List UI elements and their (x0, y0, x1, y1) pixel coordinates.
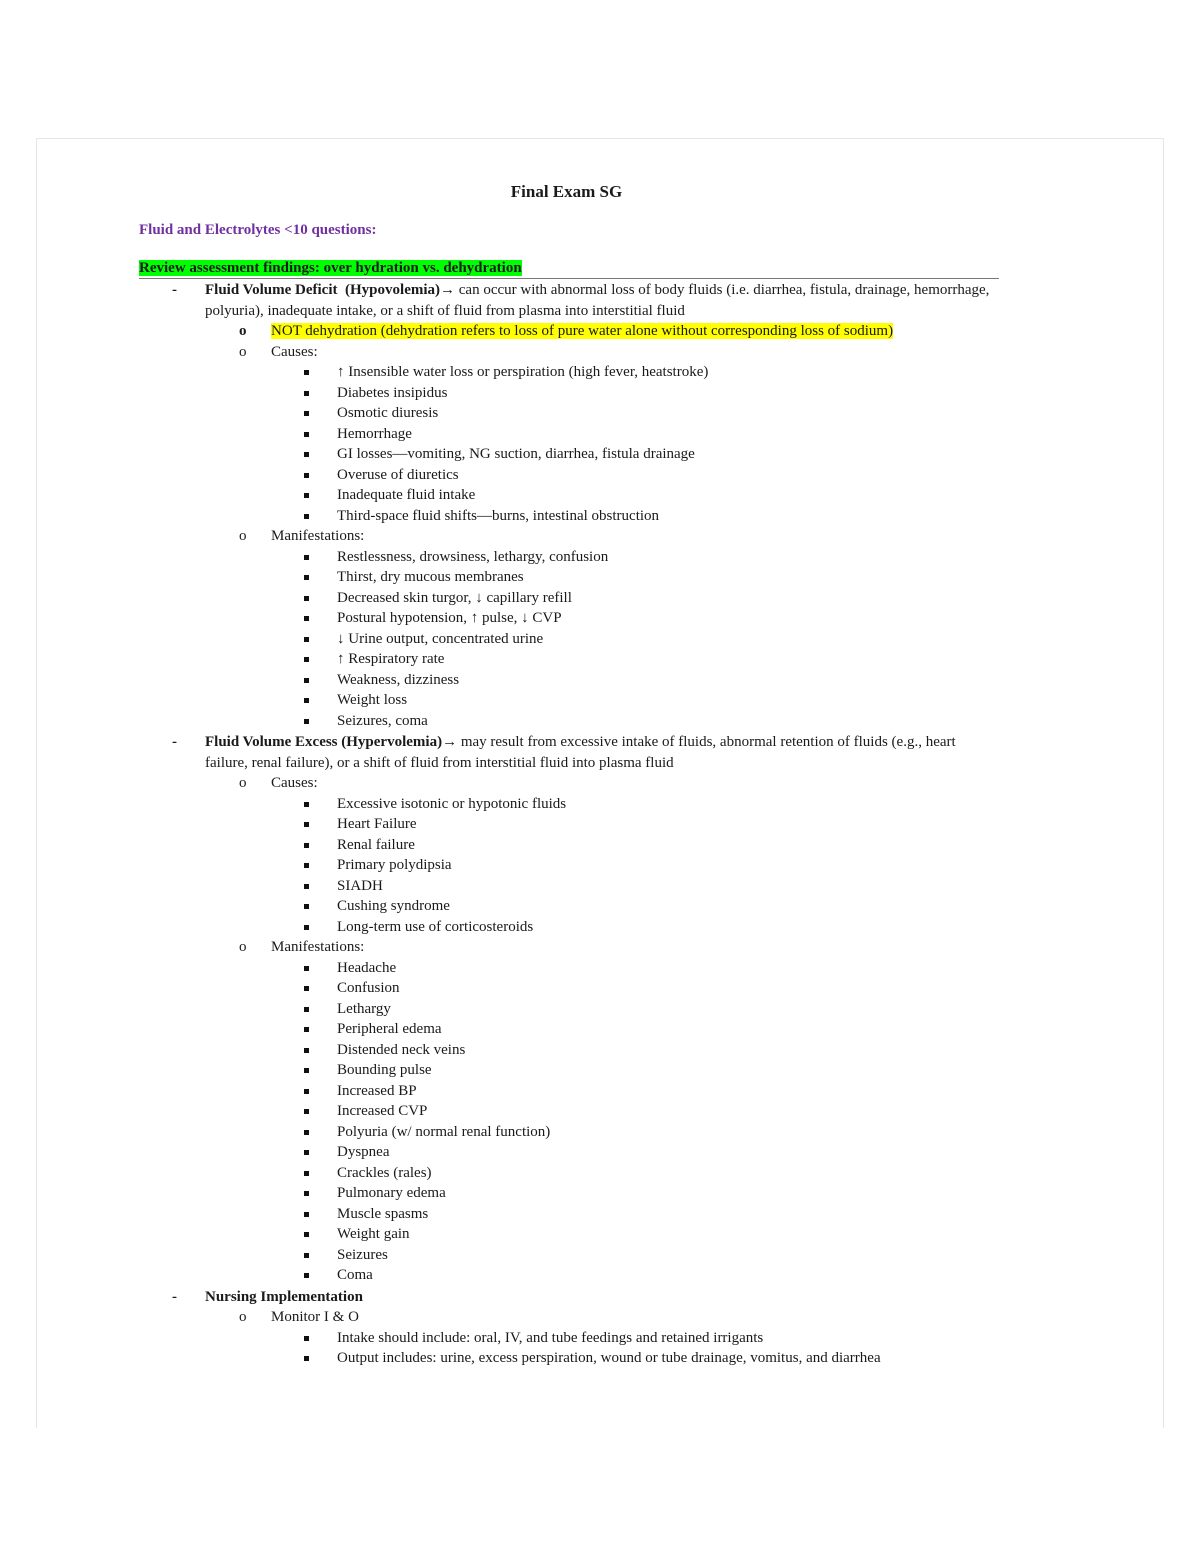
list-item-text: Third-space fluid shifts—burns, intestinal obstruction (337, 507, 660, 524)
list-item-text: Thirst, dry mucous membranes (337, 569, 524, 585)
review-heading (139, 258, 999, 279)
square-bullet-icon (304, 822, 309, 827)
square-bullet-icon (304, 966, 309, 971)
excess-manifestations-list (139, 958, 999, 1286)
list-item (139, 855, 999, 876)
list-item (139, 1163, 999, 1184)
list-item-text: Distended neck veins (337, 1041, 466, 1058)
square-bullet-icon (304, 555, 309, 560)
square-bullet-icon (304, 1109, 309, 1114)
square-bullet-icon (304, 1253, 309, 1258)
list-item-text: Increased CVP (337, 1103, 428, 1119)
list-item-text: Weight gain (337, 1226, 410, 1242)
list-item (139, 978, 999, 999)
deficit-causes-list (139, 362, 999, 526)
excess-item (139, 732, 999, 773)
dash-marker: - (172, 734, 177, 750)
monitor-label (139, 1307, 999, 1328)
circle-marker: o (239, 528, 247, 544)
nursing-items-list (139, 1328, 999, 1369)
list-item-text: Confusion (337, 980, 400, 996)
square-bullet-icon (304, 1089, 309, 1094)
list-item-text: Restlessness, drowsiness, lethargy, confusion (337, 548, 609, 565)
square-bullet-icon (304, 473, 309, 478)
square-bullet-icon (304, 514, 309, 519)
list-item (139, 383, 999, 404)
list-item (139, 649, 999, 670)
deficit-causes-label (139, 342, 999, 363)
list-item-text: ↑ Insensible water loss or perspiration (high fever, heatstroke) (337, 364, 709, 380)
list-item (139, 403, 999, 424)
list-item-text: Increased BP (337, 1082, 417, 1099)
list-item (139, 876, 999, 897)
excess-causes-list (139, 794, 999, 938)
square-bullet-icon (304, 1048, 309, 1053)
square-bullet-icon (304, 1068, 309, 1073)
causes-label: Causes: (271, 343, 318, 360)
list-item-text: Diabetes insipidus (337, 384, 448, 401)
arrow-symbol: → (442, 734, 458, 750)
dash-marker: - (172, 282, 177, 298)
list-item-text: Hemorrhage (337, 425, 412, 442)
square-bullet-icon (304, 1130, 309, 1135)
square-bullet-icon (304, 1191, 309, 1196)
deficit-manifestations-list (139, 547, 999, 732)
circle-marker: o (239, 323, 247, 339)
square-bullet-icon (304, 432, 309, 437)
list-item (139, 567, 999, 588)
document-page (36, 138, 1164, 1428)
document-content (139, 180, 999, 1369)
square-bullet-icon (304, 863, 309, 868)
square-bullet-icon (304, 657, 309, 662)
list-item (139, 670, 999, 691)
list-item (139, 958, 999, 979)
square-bullet-icon (304, 1171, 309, 1176)
square-bullet-icon (304, 637, 309, 642)
monitor-label-text: Monitor I & O (271, 1309, 359, 1325)
circle-marker: o (239, 343, 247, 360)
list-item-text: Long-term use of corticosteroids (337, 918, 534, 935)
circle-marker: o (239, 775, 247, 791)
list-item-text: ↑ Respiratory rate (337, 651, 445, 667)
circle-marker: o (239, 939, 247, 955)
manifestations-label: Manifestations: (271, 939, 365, 955)
deficit-item (139, 280, 999, 321)
nursing-item (139, 1287, 999, 1308)
square-bullet-icon (304, 802, 309, 807)
list-item-text: Bounding pulse (337, 1062, 432, 1078)
deficit-heading2: (Hypovolemia) (345, 282, 441, 298)
list-item-text: Heart Failure (337, 816, 417, 832)
list-item (139, 362, 999, 383)
list-item (139, 485, 999, 506)
excess-heading: Fluid Volume Excess (Hypervolemia) (205, 734, 443, 750)
list-item-text: Seizures, coma (337, 712, 428, 729)
list-item (139, 1265, 999, 1286)
list-item (139, 465, 999, 486)
list-item-text: Peripheral edema (337, 1021, 442, 1037)
list-item-text: Dyspnea (337, 1144, 390, 1160)
review-heading-text: Review assessment findings: over hydration vs. dehydration (139, 260, 522, 276)
arrow-symbol: → (440, 282, 456, 298)
square-bullet-icon (304, 1150, 309, 1155)
list-item (139, 1040, 999, 1061)
page-title: Final Exam SG (510, 182, 623, 201)
square-bullet-icon (304, 411, 309, 416)
list-item (139, 835, 999, 856)
square-bullet-icon (304, 1212, 309, 1217)
list-item-text: Overuse of diuretics (337, 466, 459, 483)
list-item-text: SIADH (337, 877, 383, 894)
square-bullet-icon (304, 1027, 309, 1032)
list-item-text: Primary polydipsia (337, 857, 452, 873)
list-item-text: Cushing syndrome (337, 898, 450, 914)
list-item-text: Output includes: urine, excess perspiration, wound or tube drainage, vomitus, and diarrhea (337, 1350, 881, 1366)
list-item (139, 1204, 999, 1225)
list-item-text: GI losses—vomiting, NG suction, diarrhea, fistula drainage (337, 446, 695, 462)
list-item (139, 896, 999, 917)
list-item-text: Seizures (337, 1246, 388, 1263)
section-heading: Fluid and Electrolytes <10 questions: (139, 222, 377, 238)
list-item-text: Inadequate fluid intake (337, 487, 476, 503)
square-bullet-icon (304, 370, 309, 375)
circle-marker: o (239, 1309, 247, 1325)
excess-causes-label (139, 773, 999, 794)
list-item (139, 588, 999, 609)
square-bullet-icon (304, 925, 309, 930)
list-item-text: Weakness, dizziness (337, 671, 460, 688)
list-item-text: Coma (337, 1267, 373, 1283)
list-item (139, 690, 999, 711)
list-item-text: Pulmonary edema (337, 1185, 446, 1201)
list-item (139, 917, 999, 938)
list-item (139, 1245, 999, 1266)
square-bullet-icon (304, 986, 309, 991)
list-item-text: Excessive isotonic or hypotonic fluids (337, 795, 567, 812)
list-item-text: Renal failure (337, 836, 415, 853)
nursing-heading: Nursing Implementation (205, 1288, 363, 1305)
list-item-text: Muscle spasms (337, 1205, 429, 1222)
list-item (139, 1328, 999, 1349)
manifestations-label: Manifestations: (271, 528, 365, 544)
list-item (139, 1101, 999, 1122)
square-bullet-icon (304, 1007, 309, 1012)
list-item-text: Crackles (rales) (337, 1164, 432, 1181)
excess-manifestations-label (139, 937, 999, 958)
list-item-text: Headache (337, 959, 397, 976)
list-item (139, 1348, 999, 1369)
list-item (139, 794, 999, 815)
list-item-text: ↓ Urine output, concentrated urine (337, 630, 544, 647)
list-item (139, 424, 999, 445)
deficit-manifestations-label (139, 526, 999, 547)
square-bullet-icon (304, 575, 309, 580)
square-bullet-icon (304, 1336, 309, 1341)
list-item (139, 1019, 999, 1040)
list-item (139, 1142, 999, 1163)
list-item-text: Decreased skin turgor, ↓ capillary refill (337, 589, 572, 606)
list-item (139, 506, 999, 527)
square-bullet-icon (304, 391, 309, 396)
list-item (139, 1060, 999, 1081)
deficit-heading: Fluid Volume Deficit (205, 282, 338, 298)
list-item-text: Intake should include: oral, IV, and tube feedings and retained irrigants (337, 1329, 764, 1346)
deficit-description: can occur with abnormal loss of body fluids (i.e. diarrhea, fistula, drainage, hemorrhage, polyuria), inadequate intake, or a shift of fluid from plasma into interstitial fluid (205, 282, 990, 319)
list-item (139, 999, 999, 1020)
square-bullet-icon (304, 719, 309, 724)
square-bullet-icon (304, 904, 309, 909)
square-bullet-icon (304, 616, 309, 621)
list-item-text: Postural hypotension, ↑ pulse, ↓ CVP (337, 610, 562, 626)
excess-description: may result from excessive intake of fluids, abnormal retention of fluids (e.g., heart failure, renal failure), or a shift of fluid from interstitial fluid into plasma fluid (205, 734, 956, 771)
list-item (139, 1224, 999, 1245)
list-item (139, 1183, 999, 1204)
list-item-text: Lethargy (337, 1000, 391, 1017)
square-bullet-icon (304, 1232, 309, 1237)
square-bullet-icon (304, 678, 309, 683)
deficit-note-text: NOT dehydration (dehydration refers to loss of pure water alone without corresponding loss of sodium) (271, 323, 894, 339)
square-bullet-icon (304, 884, 309, 889)
square-bullet-icon (304, 493, 309, 498)
deficit-note (139, 321, 999, 342)
square-bullet-icon (304, 843, 309, 848)
list-item-text: Weight loss (337, 692, 408, 708)
square-bullet-icon (304, 1356, 309, 1361)
dash-marker: - (172, 1288, 177, 1305)
square-bullet-icon (304, 596, 309, 601)
list-item (139, 444, 999, 465)
list-item (139, 814, 999, 835)
causes-label: Causes: (271, 775, 318, 791)
list-item (139, 547, 999, 568)
list-item-text: Polyuria (w/ normal renal function) (337, 1123, 551, 1140)
list-item (139, 629, 999, 650)
list-item (139, 1081, 999, 1102)
square-bullet-icon (304, 1273, 309, 1278)
square-bullet-icon (304, 698, 309, 703)
list-item (139, 608, 999, 629)
list-item-text: Osmotic diuresis (337, 405, 439, 421)
square-bullet-icon (304, 452, 309, 457)
list-item (139, 711, 999, 732)
list-item (139, 1122, 999, 1143)
